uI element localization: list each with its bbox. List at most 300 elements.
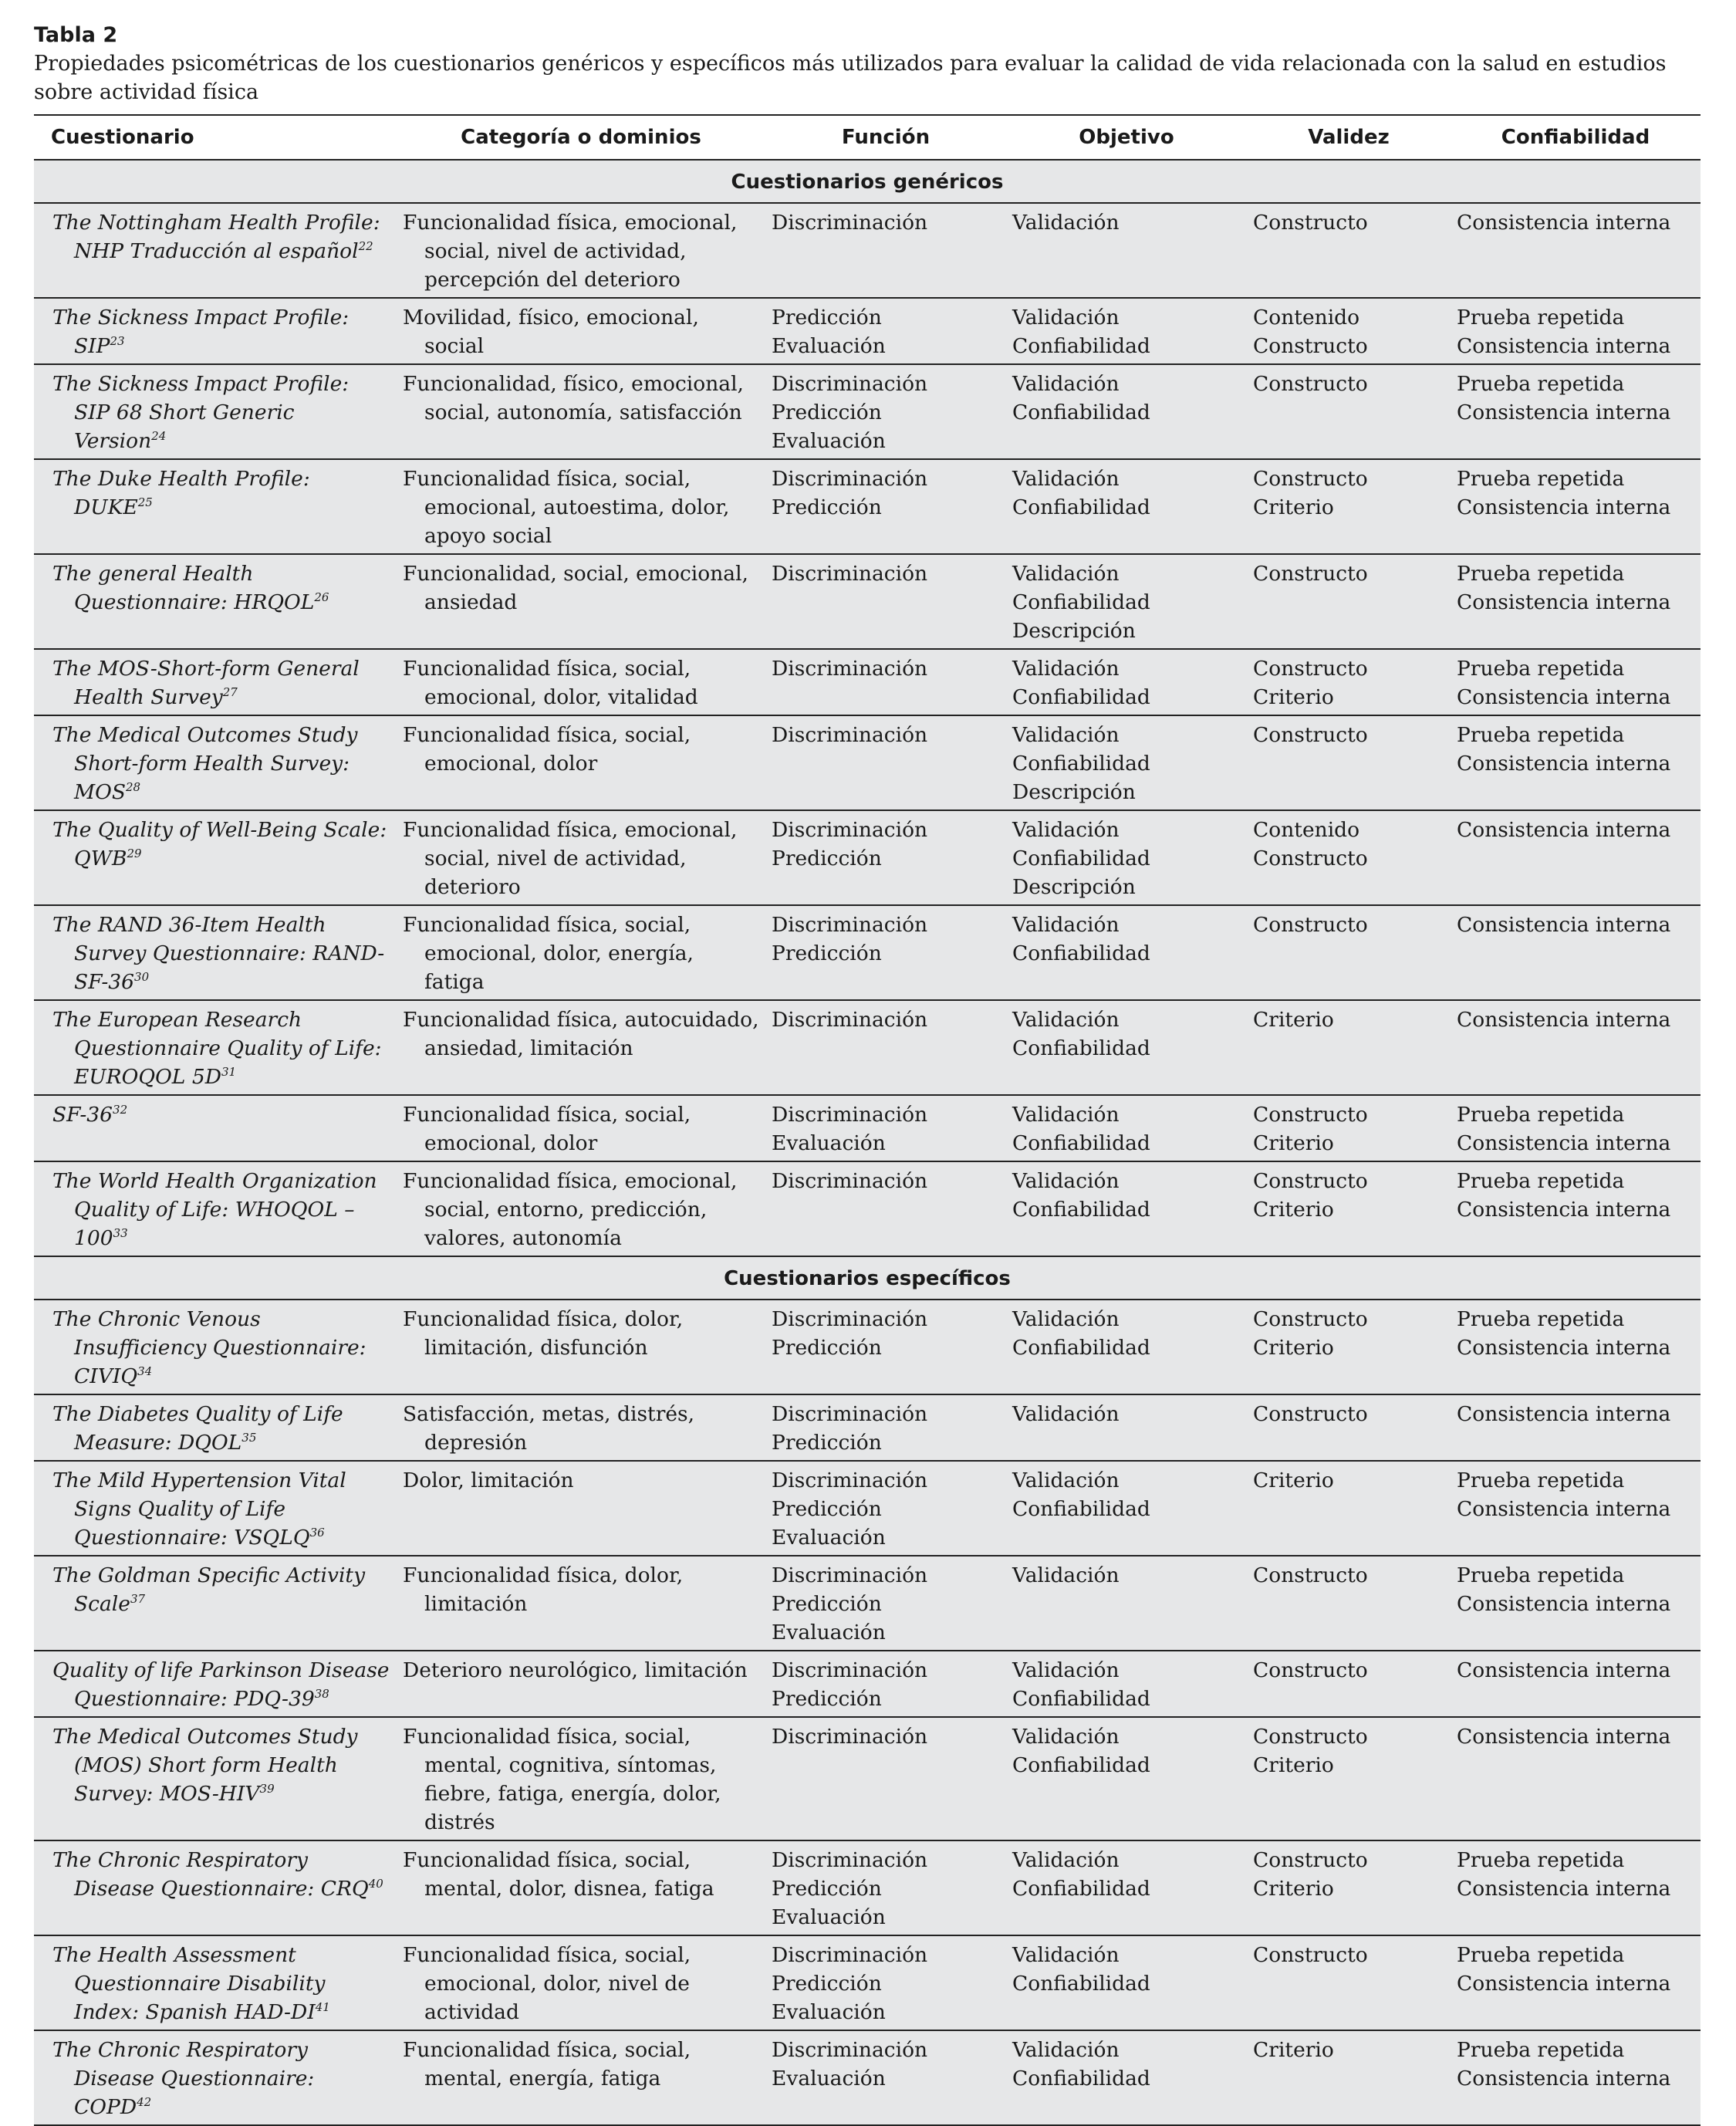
confiabilidad-value: Consistencia interna	[1457, 1592, 1671, 1616]
domains-text: Dolor, limitación	[403, 1469, 574, 1492]
reference-number: 37	[130, 1592, 146, 1607]
cell-confiabilidad	[1451, 364, 1701, 459]
reference-number: 28	[126, 780, 141, 795]
section-header-row	[34, 160, 1701, 203]
table-row	[34, 203, 1701, 298]
confiabilidad-value: Consistencia interna	[1457, 685, 1671, 709]
domains-text: Funcionalidad, físico, emocional, social, autonomía, satisfacción	[403, 372, 744, 424]
validez-value: Constructo	[1253, 1658, 1368, 1682]
cell-cuestionario	[34, 1161, 397, 1256]
objetivo-value: Validación	[1012, 1943, 1120, 1967]
reference-number: 27	[222, 685, 238, 700]
confiabilidad-value: Consistencia interna	[1457, 1658, 1671, 1682]
funcion-value: Discriminación	[772, 1402, 928, 1426]
cell-cuestionario	[34, 715, 397, 810]
cell-validez	[1247, 2030, 1451, 2125]
funcion-value: Discriminación	[772, 913, 928, 937]
cell-confiabilidad	[1451, 1394, 1701, 1461]
cell-categoria	[397, 905, 765, 1000]
questionnaire-name: SF-36	[52, 1103, 113, 1127]
funcion-value: Evaluación	[772, 1131, 886, 1155]
confiabilidad-value: Prueba repetida	[1457, 562, 1625, 586]
cell-confiabilidad	[1451, 2030, 1701, 2125]
reference-number: 22	[358, 239, 373, 254]
objetivo-value: Validación	[1012, 1469, 1120, 1492]
objetivo-value: Validación	[1012, 1169, 1120, 1193]
cell-funcion	[765, 1651, 1006, 1717]
confiabilidad-value: Prueba repetida	[1457, 1469, 1625, 1492]
funcion-value: Predicción	[772, 1592, 882, 1616]
cell-funcion	[765, 1161, 1006, 1256]
cell-cuestionario	[34, 1717, 397, 1840]
confiabilidad-value: Prueba repetida	[1457, 1848, 1625, 1872]
questionnaire-name: The Sickness Impact Profile: SIP 68 Short Generic Version	[52, 372, 350, 453]
questionnaire-name: The Mild Hypertension Vital Signs Quality of Life Questionnaire: VSQLQ	[52, 1469, 346, 1550]
validez-value: Criterio	[1253, 495, 1334, 519]
cell-categoria	[397, 298, 765, 364]
objetivo-value: Confiabilidad	[1012, 1877, 1150, 1901]
table-row	[34, 905, 1701, 1000]
cell-categoria	[397, 1161, 765, 1256]
questionnaire-name: The Health Assessment Questionnaire Disability Index: Spanish HAD-DI	[52, 1943, 326, 2024]
objetivo-value: Descripción	[1012, 780, 1136, 804]
cell-funcion	[765, 2030, 1006, 2125]
reference-number: 36	[309, 1526, 325, 1540]
table-row	[34, 1461, 1701, 1556]
cell-cuestionario	[34, 649, 397, 715]
funcion-value: Discriminación	[772, 1658, 928, 1682]
cell-funcion	[765, 1000, 1006, 1095]
validez-value: Contenido	[1253, 306, 1360, 330]
reference-number: 38	[314, 1687, 329, 1702]
cell-funcion	[765, 298, 1006, 364]
cell-funcion	[765, 364, 1006, 459]
cell-objetivo	[1006, 1000, 1247, 1095]
domains-text: Funcionalidad física, emocional, social, nivel de actividad, percepción del deterioro	[403, 211, 738, 292]
cell-confiabilidad	[1451, 1095, 1701, 1161]
table-row	[34, 1840, 1701, 1935]
cell-categoria	[397, 1840, 765, 1935]
table-row	[34, 1556, 1701, 1651]
cell-confiabilidad	[1451, 1000, 1701, 1095]
cell-categoria	[397, 1300, 765, 1394]
cell-categoria	[397, 203, 765, 298]
validez-value: Criterio	[1253, 1753, 1334, 1777]
questionnaire-name: The Sickness Impact Profile: SIP	[52, 306, 350, 358]
validez-value: Constructo	[1253, 1402, 1368, 1426]
confiabilidad-value: Consistencia interna	[1457, 1972, 1671, 1996]
objetivo-value: Validación	[1012, 306, 1120, 330]
confiabilidad-value: Consistencia interna	[1457, 1198, 1671, 1222]
cell-cuestionario	[34, 1300, 397, 1394]
objetivo-value: Confiabilidad	[1012, 1131, 1150, 1155]
confiabilidad-value: Prueba repetida	[1457, 1563, 1625, 1587]
cell-confiabilidad	[1451, 203, 1701, 298]
questionnaire-name: Quality of life Parkinson Disease Questionnaire: PDQ-39	[52, 1658, 390, 1711]
section-title: Cuestionarios específicos	[34, 1256, 1701, 1300]
domains-text: Funcionalidad física, emocional, social, entorno, predicción, valores, autonomía	[403, 1169, 738, 1250]
cell-funcion	[765, 1935, 1006, 2030]
domains-text: Funcionalidad física, social, mental, dolor, disnea, fatiga	[403, 1848, 714, 1901]
reference-number: 23	[110, 334, 125, 349]
cell-validez	[1247, 459, 1451, 554]
cell-objetivo	[1006, 2030, 1247, 2125]
reference-number: 25	[137, 495, 153, 510]
questionnaire-name: The Quality of Well-Being Scale: QWB	[52, 818, 387, 870]
validez-value: Constructo	[1253, 467, 1368, 491]
cell-categoria	[397, 459, 765, 554]
cell-categoria	[397, 1717, 765, 1840]
cell-categoria	[397, 810, 765, 905]
objetivo-value: Validación	[1012, 1658, 1120, 1682]
confiabilidad-value: Prueba repetida	[1457, 306, 1625, 330]
objetivo-value: Confiabilidad	[1012, 1972, 1150, 1996]
cell-confiabilidad	[1451, 1461, 1701, 1556]
objetivo-value: Confiabilidad	[1012, 1198, 1150, 1222]
confiabilidad-value: Consistencia interna	[1457, 495, 1671, 519]
funcion-value: Discriminación	[772, 723, 928, 747]
questionnaire-name: The Goldman Specific Activity Scale	[52, 1563, 366, 1616]
cell-confiabilidad	[1451, 1935, 1701, 2030]
validez-value: Criterio	[1253, 2038, 1334, 2062]
validez-value: Constructo	[1253, 657, 1368, 681]
confiabilidad-value: Consistencia interna	[1457, 211, 1671, 235]
validez-value: Criterio	[1253, 1008, 1334, 1032]
table-row	[34, 2030, 1701, 2125]
funcion-value: Discriminación	[772, 1725, 928, 1749]
validez-value: Criterio	[1253, 1877, 1334, 1901]
confiabilidad-value: Prueba repetida	[1457, 1943, 1625, 1967]
objetivo-value: Validación	[1012, 818, 1120, 842]
funcion-value: Discriminación	[772, 211, 928, 235]
cell-categoria	[397, 649, 765, 715]
cell-validez	[1247, 715, 1451, 810]
funcion-value: Evaluación	[772, 334, 886, 358]
confiabilidad-value: Consistencia interna	[1457, 1008, 1671, 1032]
validez-value: Constructo	[1253, 1725, 1368, 1749]
objetivo-value: Validación	[1012, 723, 1120, 747]
objetivo-value: Validación	[1012, 1103, 1120, 1127]
cell-cuestionario	[34, 1394, 397, 1461]
confiabilidad-value: Prueba repetida	[1457, 372, 1625, 396]
funcion-value: Evaluación	[772, 1621, 886, 1644]
cell-confiabilidad	[1451, 459, 1701, 554]
funcion-value: Discriminación	[772, 1469, 928, 1492]
cell-validez	[1247, 1556, 1451, 1651]
funcion-value: Evaluación	[772, 2067, 886, 2091]
table-row	[34, 1394, 1701, 1461]
confiabilidad-value: Consistencia interna	[1457, 913, 1671, 937]
questionnaire-name: The Chronic Respiratory Disease Questionnaire: COPD	[52, 2038, 315, 2119]
funcion-value: Discriminación	[772, 1563, 928, 1587]
header-cuestionario: Cuestionario	[34, 115, 397, 160]
cell-categoria	[397, 1394, 765, 1461]
funcion-value: Discriminación	[772, 467, 928, 491]
cell-objetivo	[1006, 905, 1247, 1000]
validez-value: Constructo	[1253, 1169, 1368, 1193]
questionnaire-name: The Diabetes Quality of Life Measure: DQOL	[52, 1402, 343, 1455]
funcion-value: Predicción	[772, 1336, 882, 1360]
objetivo-value: Validación	[1012, 1725, 1120, 1749]
confiabilidad-value: Consistencia interna	[1457, 1877, 1671, 1901]
domains-text: Funcionalidad física, social, mental, cognitiva, síntomas, fiebre, fatiga, energía, dolor, distrés	[403, 1725, 721, 1834]
funcion-value: Predicción	[772, 401, 882, 424]
questionnaire-name: The World Health Organization Quality of Life: WHOQOL – 100	[52, 1169, 377, 1250]
cell-validez	[1247, 649, 1451, 715]
funcion-value: Predicción	[772, 1687, 882, 1711]
cell-confiabilidad	[1451, 1556, 1701, 1651]
domains-text: Funcionalidad física, dolor, limitación, disfunción	[403, 1307, 684, 1360]
cell-categoria	[397, 1651, 765, 1717]
reference-number: 32	[113, 1103, 128, 1117]
objetivo-value: Confiabilidad	[1012, 401, 1150, 424]
validez-value: Constructo	[1253, 1943, 1368, 1967]
confiabilidad-value: Consistencia interna	[1457, 752, 1671, 776]
objetivo-value: Validación	[1012, 913, 1120, 937]
cell-categoria	[397, 1000, 765, 1095]
objetivo-value: Validación	[1012, 1307, 1120, 1331]
cell-validez	[1247, 554, 1451, 649]
cell-objetivo	[1006, 1095, 1247, 1161]
questionnaire-name: The general Health Questionnaire: HRQOL	[52, 562, 315, 614]
validez-value: Contenido	[1253, 818, 1360, 842]
reference-number: 39	[259, 1782, 275, 1796]
reference-number: 29	[127, 847, 142, 861]
cell-confiabilidad	[1451, 1651, 1701, 1717]
reference-number: 35	[241, 1431, 257, 1445]
cell-cuestionario	[34, 364, 397, 459]
objetivo-value: Confiabilidad	[1012, 847, 1150, 870]
cell-validez	[1247, 1161, 1451, 1256]
objetivo-value: Confiabilidad	[1012, 495, 1150, 519]
reference-number: 31	[221, 1065, 237, 1080]
funcion-value: Predicción	[772, 495, 882, 519]
validez-value: Criterio	[1253, 1469, 1334, 1492]
cell-validez	[1247, 905, 1451, 1000]
cell-objetivo	[1006, 554, 1247, 649]
funcion-value: Evaluación	[772, 2000, 886, 2024]
validez-value: Constructo	[1253, 723, 1368, 747]
objetivo-value: Validación	[1012, 211, 1120, 235]
domains-text: Funcionalidad física, autocuidado, ansiedad, limitación	[403, 1008, 759, 1060]
domains-text: Funcionalidad física, dolor, limitación	[403, 1563, 684, 1616]
questionnaire-name: The Duke Health Profile: DUKE	[52, 467, 310, 519]
questionnaire-name: The Medical Outcomes Study Short-form Health Survey: MOS	[52, 723, 358, 804]
domains-text: Satisfacción, metas, distrés, depresión	[403, 1402, 695, 1455]
validez-value: Constructo	[1253, 1103, 1368, 1127]
confiabilidad-value: Consistencia interna	[1457, 401, 1671, 424]
validez-value: Criterio	[1253, 1336, 1334, 1360]
cell-funcion	[765, 1717, 1006, 1840]
cell-objetivo	[1006, 1556, 1247, 1651]
cell-confiabilidad	[1451, 715, 1701, 810]
cell-categoria	[397, 1461, 765, 1556]
objetivo-value: Validación	[1012, 562, 1120, 586]
funcion-value: Predicción	[772, 1972, 882, 1996]
validez-value: Constructo	[1253, 562, 1368, 586]
cell-cuestionario	[34, 298, 397, 364]
header-confiabilidad: Confiabilidad	[1451, 115, 1701, 160]
objetivo-value: Validación	[1012, 1848, 1120, 1872]
cell-objetivo	[1006, 1935, 1247, 2030]
cell-funcion	[765, 1556, 1006, 1651]
funcion-value: Discriminación	[772, 1848, 928, 1872]
cell-funcion	[765, 554, 1006, 649]
cell-funcion	[765, 1095, 1006, 1161]
table-row	[34, 1161, 1701, 1256]
objetivo-value: Confiabilidad	[1012, 1687, 1150, 1711]
funcion-value: Predicción	[772, 941, 882, 965]
cell-validez	[1247, 810, 1451, 905]
questionnaire-name: The European Research Questionnaire Quality of Life: EUROQOL 5D	[52, 1008, 382, 1089]
validez-value: Constructo	[1253, 1307, 1368, 1331]
table-row	[34, 1300, 1701, 1394]
reference-number: 40	[368, 1877, 383, 1891]
table-row	[34, 1095, 1701, 1161]
cell-cuestionario	[34, 554, 397, 649]
objetivo-value: Validación	[1012, 1402, 1120, 1426]
cell-validez	[1247, 1000, 1451, 1095]
reference-number: 30	[134, 970, 150, 985]
questionnaire-name: The Medical Outcomes Study (MOS) Short form Health Survey: MOS-HIV	[52, 1725, 358, 1806]
reference-number: 26	[314, 590, 329, 605]
header-funcion: Función	[765, 115, 1006, 160]
objetivo-value: Confiabilidad	[1012, 2067, 1150, 2091]
cell-cuestionario	[34, 1556, 397, 1651]
reference-number: 34	[137, 1364, 153, 1379]
cell-funcion	[765, 1840, 1006, 1935]
questionnaire-name: The Chronic Venous Insufficiency Questionnaire: CIVIQ	[52, 1307, 366, 1388]
cell-confiabilidad	[1451, 554, 1701, 649]
cell-cuestionario	[34, 459, 397, 554]
table-row	[34, 649, 1701, 715]
objetivo-value: Validación	[1012, 657, 1120, 681]
cell-cuestionario	[34, 1840, 397, 1935]
confiabilidad-value: Consistencia interna	[1457, 1131, 1671, 1155]
cell-validez	[1247, 1300, 1451, 1394]
funcion-value: Discriminación	[772, 1169, 928, 1193]
funcion-value: Predicción	[772, 1431, 882, 1455]
table-body	[34, 160, 1701, 2125]
cell-cuestionario	[34, 1000, 397, 1095]
cell-objetivo	[1006, 715, 1247, 810]
cell-categoria	[397, 1095, 765, 1161]
header-objetivo: Objetivo	[1006, 115, 1247, 160]
cell-objetivo	[1006, 1161, 1247, 1256]
cell-validez	[1247, 1651, 1451, 1717]
cell-confiabilidad	[1451, 298, 1701, 364]
cell-objetivo	[1006, 298, 1247, 364]
questionnaire-name: The Chronic Respiratory Disease Questionnaire: CRQ	[52, 1848, 369, 1901]
domains-text: Funcionalidad física, social, emocional, dolor, nivel de actividad	[403, 1943, 691, 2024]
table-row	[34, 1000, 1701, 1095]
table-row	[34, 298, 1701, 364]
objetivo-value: Validación	[1012, 372, 1120, 396]
cell-categoria	[397, 1935, 765, 2030]
cell-validez	[1247, 1935, 1451, 2030]
reference-number: 42	[137, 2095, 152, 2110]
funcion-value: Predicción	[772, 847, 882, 870]
confiabilidad-value: Consistencia interna	[1457, 1336, 1671, 1360]
cell-validez	[1247, 364, 1451, 459]
table-header	[34, 115, 1701, 160]
table-row	[34, 1651, 1701, 1717]
cell-confiabilidad	[1451, 1840, 1701, 1935]
confiabilidad-value: Consistencia interna	[1457, 2067, 1671, 2091]
funcion-value: Discriminación	[772, 1307, 928, 1331]
cell-cuestionario	[34, 203, 397, 298]
table-row	[34, 364, 1701, 459]
domains-text: Funcionalidad física, emocional, social, nivel de actividad, deterioro	[403, 818, 738, 899]
validez-value: Constructo	[1253, 913, 1368, 937]
confiabilidad-value: Prueba repetida	[1457, 1103, 1625, 1127]
table-document	[34, 22, 1701, 2126]
confiabilidad-value: Prueba repetida	[1457, 1307, 1625, 1331]
confiabilidad-value: Prueba repetida	[1457, 2038, 1625, 2062]
cell-funcion	[765, 905, 1006, 1000]
funcion-value: Discriminación	[772, 1943, 928, 1967]
cell-funcion	[765, 715, 1006, 810]
funcion-value: Predicción	[772, 306, 882, 330]
cell-validez	[1247, 203, 1451, 298]
confiabilidad-value: Consistencia interna	[1457, 818, 1671, 842]
objetivo-value: Validación	[1012, 467, 1120, 491]
cell-validez	[1247, 1095, 1451, 1161]
validez-value: Constructo	[1253, 334, 1368, 358]
header-categoria: Categoría o dominios	[397, 115, 765, 160]
psychometric-table	[34, 114, 1701, 2126]
validez-value: Constructo	[1253, 847, 1368, 870]
funcion-value: Evaluación	[772, 1905, 886, 1929]
cell-confiabilidad	[1451, 810, 1701, 905]
section-title: Cuestionarios genéricos	[34, 160, 1701, 203]
cell-categoria	[397, 554, 765, 649]
cell-objetivo	[1006, 810, 1247, 905]
domains-text: Movilidad, físico, emocional, social	[403, 306, 699, 358]
cell-confiabilidad	[1451, 905, 1701, 1000]
confiabilidad-value: Prueba repetida	[1457, 1169, 1625, 1193]
objetivo-value: Confiabilidad	[1012, 590, 1150, 614]
cell-categoria	[397, 715, 765, 810]
cell-cuestionario	[34, 810, 397, 905]
cell-funcion	[765, 1300, 1006, 1394]
funcion-value: Discriminación	[772, 1103, 928, 1127]
cell-confiabilidad	[1451, 649, 1701, 715]
cell-objetivo	[1006, 203, 1247, 298]
funcion-value: Discriminación	[772, 657, 928, 681]
cell-validez	[1247, 1840, 1451, 1935]
table-label: Tabla 2	[34, 23, 118, 47]
objetivo-value: Confiabilidad	[1012, 334, 1150, 358]
cell-validez	[1247, 1461, 1451, 1556]
cell-cuestionario	[34, 1935, 397, 2030]
confiabilidad-value: Consistencia interna	[1457, 1725, 1671, 1749]
cell-objetivo	[1006, 364, 1247, 459]
cell-objetivo	[1006, 1840, 1247, 1935]
objetivo-value: Confiabilidad	[1012, 685, 1150, 709]
table-row	[34, 1717, 1701, 1840]
reference-number: 24	[151, 429, 167, 444]
cell-categoria	[397, 2030, 765, 2125]
confiabilidad-value: Prueba repetida	[1457, 657, 1625, 681]
table-row	[34, 1935, 1701, 2030]
confiabilidad-value: Prueba repetida	[1457, 723, 1625, 747]
domains-text: Funcionalidad física, social, emocional, dolor	[403, 1103, 691, 1155]
cell-cuestionario	[34, 1461, 397, 1556]
cell-objetivo	[1006, 649, 1247, 715]
validez-value: Constructo	[1253, 372, 1368, 396]
header-validez: Validez	[1247, 115, 1451, 160]
